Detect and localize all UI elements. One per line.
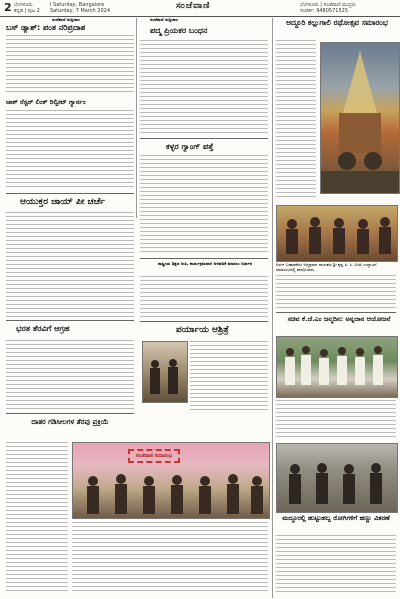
- article-headline: ಭರತ ತೆರವಿಗೆ ಆಗ್ರಹ: [16, 324, 70, 333]
- divider: [276, 312, 396, 313]
- column-rule: [272, 18, 273, 598]
- header-location: I Saturday, Bangalore: [50, 2, 105, 8]
- article-headline: ಅದ್ದೂರಿ ಕಲ್ಲುಗಾಲಿ ರಥೋತ್ಸವ ಸಮಾರಂಭ: [286, 18, 388, 27]
- article-headline: ಚಾಕ್ ರೆಸ್ಟರ್ ಲಿಂಕ್ ರಿಲ್ವೀಟ್ ಗ್ಯಾರ್ನಂ: [6, 98, 86, 106]
- article-kicker: ಸಂಜೆವಾಣಿ ಸುದ್ದಿಜಾಲ: [52, 17, 80, 22]
- header-left-line2: ಕನ್ನಡ | ಪುಟ 2: [14, 8, 40, 14]
- hospital-photo: [276, 443, 398, 513]
- divider: [140, 138, 268, 139]
- photo-illustration: [277, 444, 397, 512]
- header-left-line1: ಬೆಂಗಳೂರು: [14, 2, 33, 8]
- article-headline: ಕಳ್ಳರ ಗ್ಯಾಂಗ್ ಪತ್ತೆ: [166, 142, 214, 151]
- header-right-line2: ಸಂಪರ್ಕ: 9480571525: [300, 8, 349, 14]
- article-body: [276, 275, 396, 310]
- column-rule: [136, 18, 137, 218]
- feast-photo: [276, 336, 398, 398]
- divider: [140, 258, 268, 259]
- photo-caption: ನಿಸರ್ಗ ಬಡಾವಣೆಯ ಅಧ್ಯಕ್ಷರಾದ ನಾಯಕರು ಶ್ರೀ ಕೃಷ್ಣ ಪಿ. ಸಿ. ಬಿಜಿಸಿ ಉದ್ಘಾಟನೆ ಸಮಾರಂಭದಲ್ಲಿ ಪಾಲ್ಗೊಂಡರು.: [276, 262, 377, 272]
- divider: [6, 320, 134, 321]
- divider: [6, 413, 134, 414]
- article-headline: ದಾತರ ಗಡಿಸೀಲಗಳ ತೆರವು ಪ್ರಕ್ರಿಯೆ: [31, 418, 109, 426]
- article-headline: ಮದ್ದೂರಲ್ಲಿ ಹುಟ್ಟುಹಬ್ಬ ರೋಗಿಗಳಿಗೆ ಹಣ್ಣು ವಿತರಣೆ: [282, 514, 390, 522]
- article-body: [140, 40, 268, 135]
- page-number: 2: [4, 1, 12, 14]
- article-body: [140, 276, 268, 318]
- page-header: [0, 0, 400, 17]
- event-photo: [142, 341, 188, 403]
- ceremony-photo: [276, 205, 398, 262]
- article-body: [276, 400, 396, 440]
- photo-illustration: [277, 337, 397, 397]
- article-body: [6, 110, 134, 190]
- photo-illustration: [143, 342, 187, 402]
- article-body: [6, 340, 134, 410]
- chariot-photo: [320, 42, 400, 194]
- felicitation-photo: [72, 442, 270, 519]
- article-body: [190, 341, 268, 411]
- article-headline: ರಾಷ್ಟ್ರೀಯ ಶಿಕ್ಷಣ ನೀತಿ, ಕಾರ್ಯಕ್ರಮವಾಗಿ ಅಳವಡಿಕೆ ಮಾಡಲು ನಿರ್ಧಾರ: [157, 261, 253, 266]
- article-body: [6, 212, 134, 317]
- article-headline: ಆಯುಕ್ತರ ಜಾಯ್ ಪೀ ಚರ್ಚೆ: [20, 197, 105, 207]
- article-headline: ಪರ್ಯಾಯ ಆಶ್ರಿತ್ರೆ: [176, 325, 229, 335]
- article-body: [276, 535, 396, 593]
- photo-illustration: [277, 206, 397, 261]
- header-right-line1: ಬೆಂಗಳೂರು | ಸಂಜೆವಾಣಿ ಮುದ್ರಣ: [300, 2, 356, 8]
- article-body: [6, 442, 68, 592]
- event-banner: ಸಂಜೆವಾಣಿ ಸಮಾರಂಭ: [128, 449, 180, 463]
- article-body: [276, 40, 316, 200]
- article-body: [72, 522, 268, 592]
- article-kicker: ಸಂಜೆವಾಣಿ ಸುದ್ದಿಜಾಲ: [150, 17, 178, 22]
- article-headline: ಬಸ್ ಡ್ಯಾಶ್: ಪಂತ ನರಿಪ್ರದಾಶ: [6, 23, 86, 32]
- article-headline: ಪದ್ಮ ಪ್ರಿಯಕರ ಬಂಧನ: [150, 26, 208, 35]
- article-headline: ಸಚಿವ ಕೆ.ಜೆ.ಎಂ ಜನ್ಮದಿನ: ಅನ್ನದಾನ ಆಯೋಜನೆ: [287, 315, 391, 323]
- header-date: Saturday, 7 March 2024: [50, 8, 111, 14]
- photo-illustration: [321, 43, 399, 193]
- divider: [6, 193, 134, 194]
- masthead: ಸಂಜೆವಾಣಿ: [176, 1, 211, 11]
- article-body: [6, 35, 134, 95]
- divider: [140, 321, 268, 322]
